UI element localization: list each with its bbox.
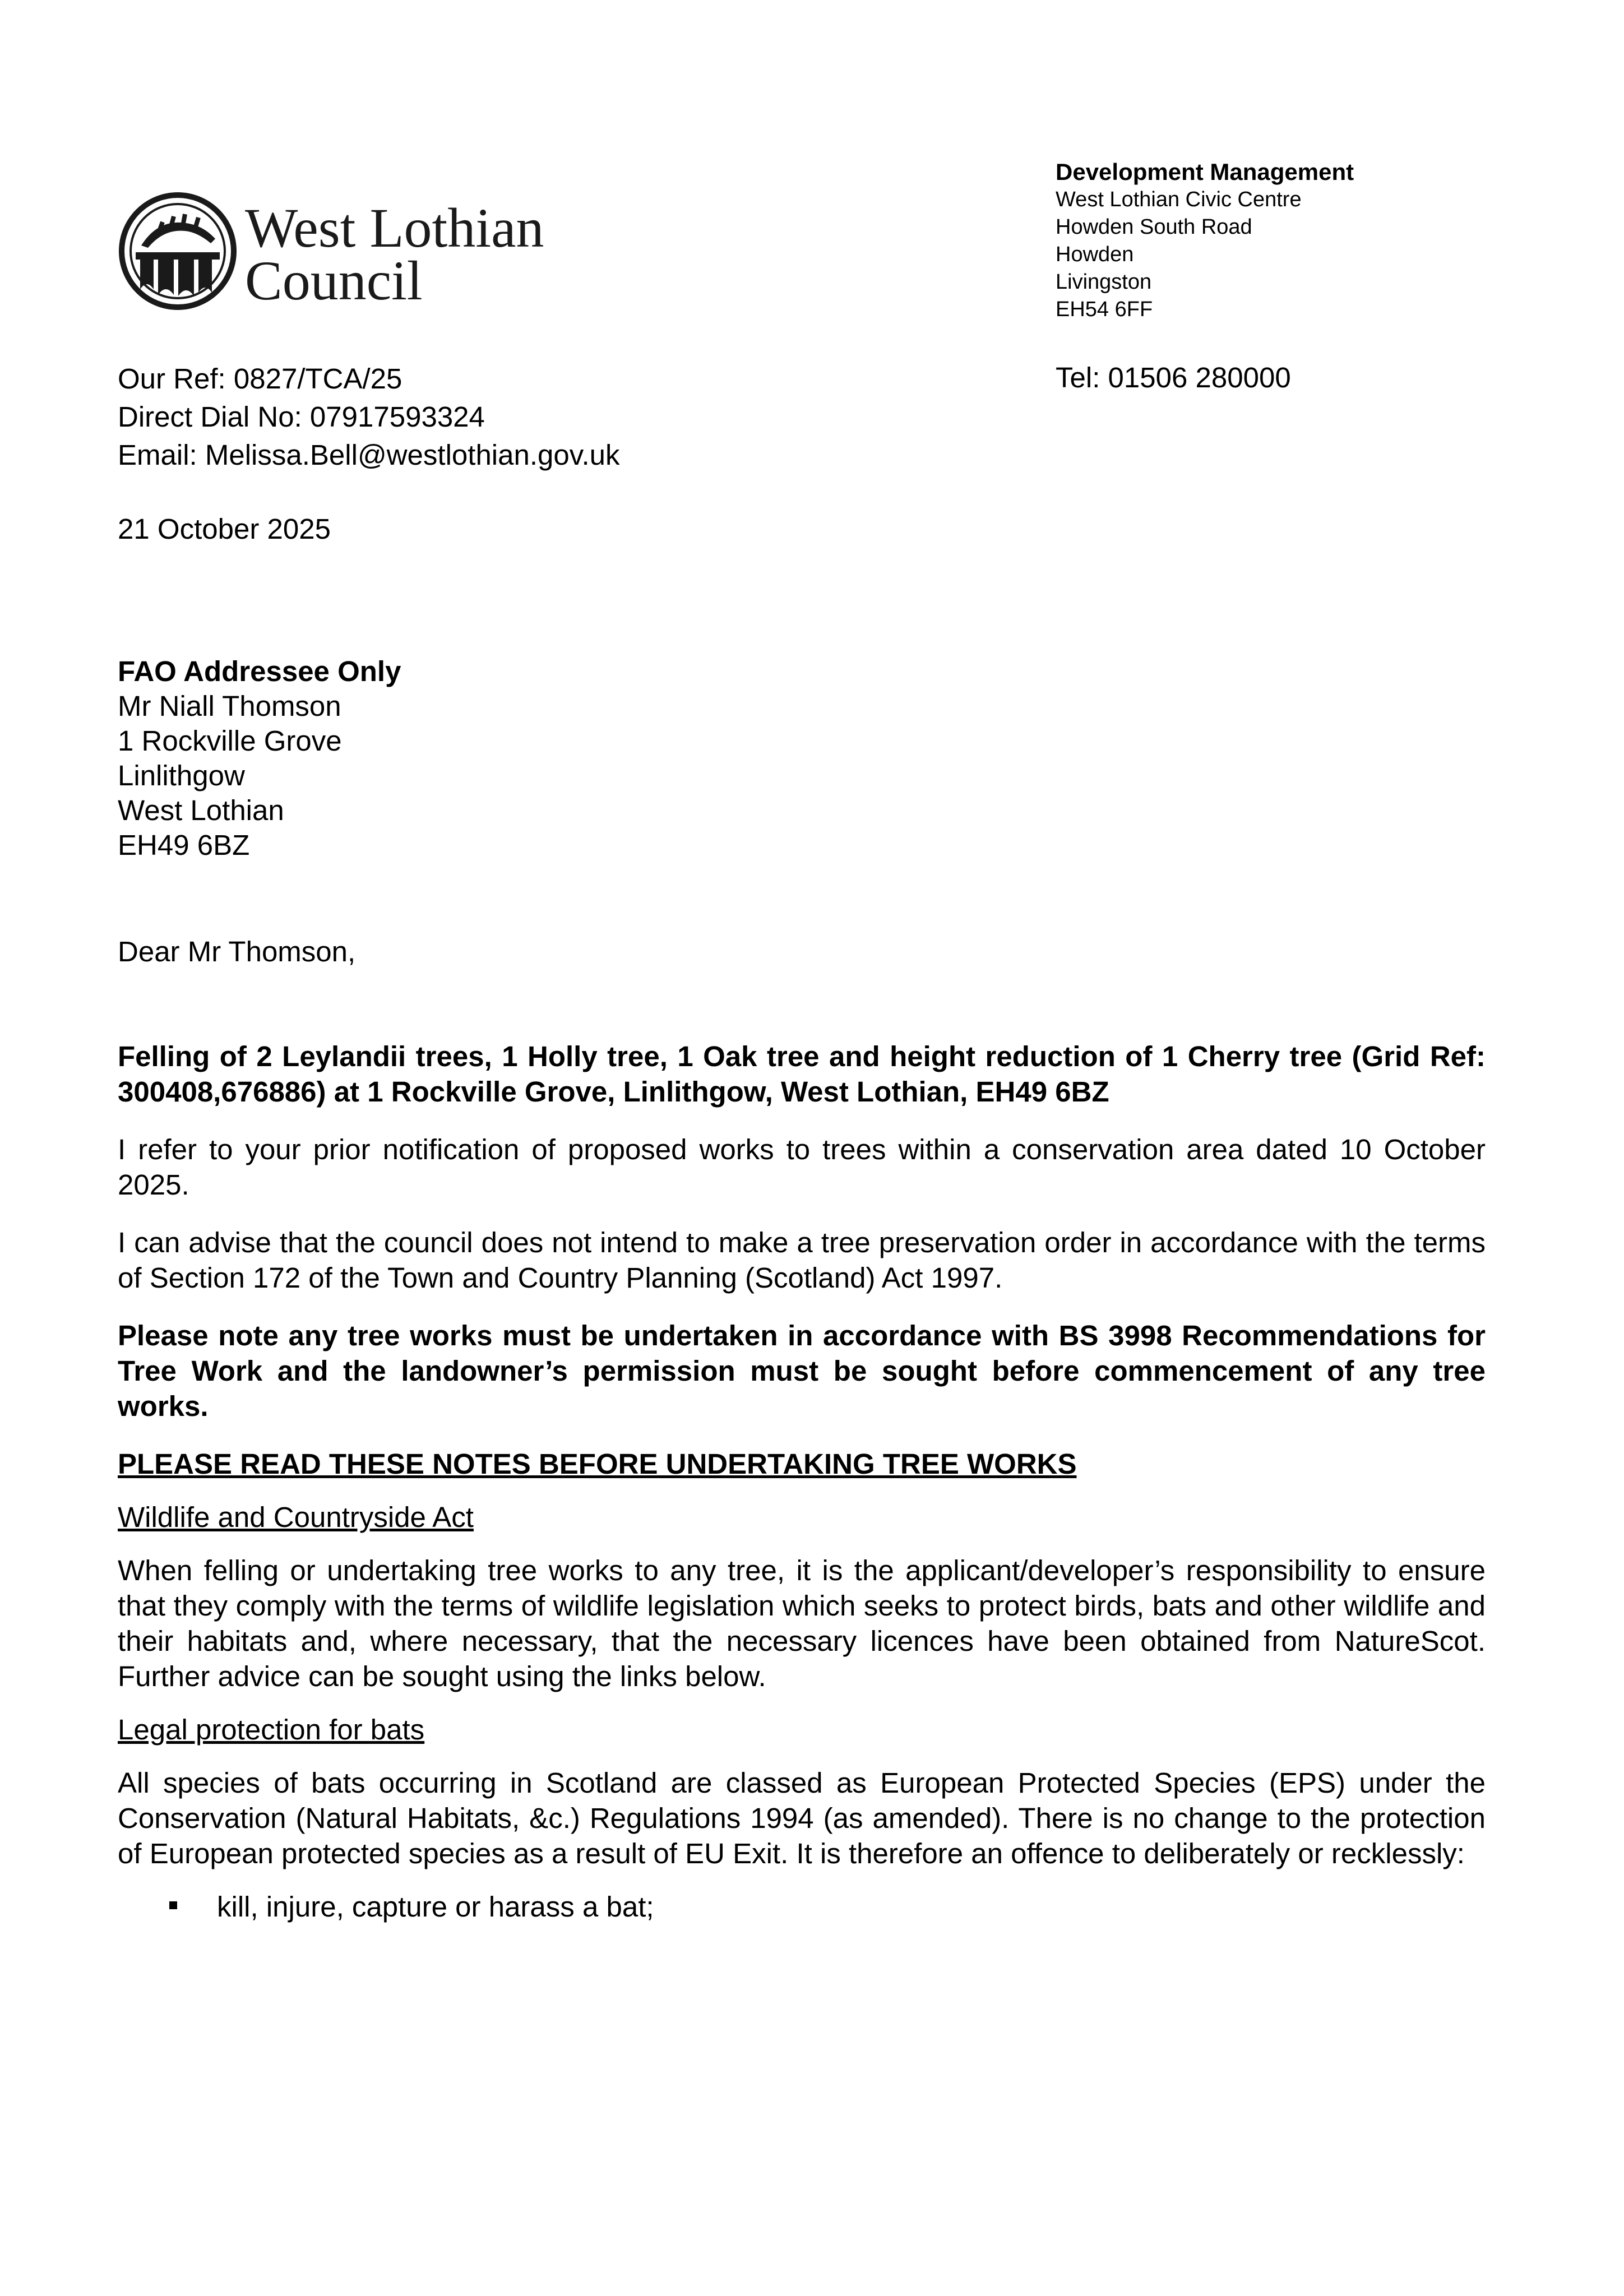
office-address-block	[1056, 158, 1560, 323]
bullet-square-icon	[169, 1901, 177, 1909]
reference-block	[118, 360, 620, 474]
office-address-line: EH54 6FF	[1056, 298, 1153, 321]
office-telephone: Tel: 01506 280000	[1056, 362, 1291, 394]
recipient-line: Mr Niall Thomson	[118, 690, 341, 722]
bullet-text: kill, injure, capture or harass a bat;	[217, 1891, 654, 1923]
council-logo	[119, 189, 567, 313]
paragraph-bs3998-note: Please note any tree works must be undertaken in accordance with BS 3998 Recommendations for Tree Work and the landowner’s permission must be sought before commencement of any tree works.	[118, 1320, 1486, 1422]
salutation: Dear Mr Thomson,	[118, 936, 356, 968]
list-item	[118, 1889, 1486, 1924]
logo-text-line1: West Lothian	[245, 197, 544, 259]
direct-dial: Direct Dial No: 07917593324	[118, 401, 485, 433]
recipient-line: 1 Rockville Grove	[118, 725, 342, 757]
contact-email: Email: Melissa.Bell@westlothian.gov.uk	[118, 439, 620, 471]
wildlife-heading: Wildlife and Countryside Act	[118, 1501, 474, 1533]
our-reference: Our Ref: 0827/TCA/25	[118, 363, 402, 395]
subject-line: Felling of 2 Leylandii trees, 1 Holly tree, 1 Oak tree and height reduction of 1 Cherry tree (Grid Ref: 300408,676886) at 1 Rockville Grove, Linlithgow, West Lothian, EH49 6BZ	[118, 1040, 1486, 1108]
logo-text-line2: Council	[245, 249, 423, 312]
viaduct-emblem-icon	[122, 195, 234, 307]
bats-paragraph: All species of bats occurring in Scotland are classed as European Protected Species (EPS) under the Conservation (Natural Habitats, &c.) Regulations 1994 (as amended). There is no change to the protection of European protected species as a result of EU Exit. It is therefore an offence to deliberately or recklessly:	[118, 1767, 1486, 1869]
fao-line: FAO Addressee Only	[118, 655, 401, 687]
recipient-line: West Lothian	[118, 794, 284, 826]
office-heading: Development Management	[1056, 159, 1354, 185]
office-address-line: Howden South Road	[1056, 215, 1252, 239]
recipient-line: EH49 6BZ	[118, 829, 250, 861]
office-address-line: Howden	[1056, 243, 1134, 266]
office-address-line: Livingston	[1056, 270, 1152, 294]
recipient-line: Linlithgow	[118, 760, 245, 791]
wildlife-paragraph: When felling or undertaking tree works to any tree, it is the applicant/developer’s responsibility to ensure that they comply with the terms of wildlife legislation which seeks to protect birds, bats and other wildlife and their habitats and, where necessary, that the necessary licences have been obtained from NatureScot. Further advice can be sought using the links below.	[118, 1554, 1486, 1692]
letter-body	[118, 1039, 1486, 1924]
office-address-line: West Lothian Civic Centre	[1056, 188, 1302, 211]
paragraph-tpo-decision: I can advise that the council does not intend to make a tree preservation order in accordance with the terms of Section 172 of the Town and Country Planning (Scotland) Act 1997.	[118, 1226, 1486, 1294]
bats-heading: Legal protection for bats	[118, 1714, 425, 1746]
letter-date: 21 October 2025	[118, 513, 331, 545]
notes-heading: PLEASE READ THESE NOTES BEFORE UNDERTAKING TREE WORKS	[118, 1448, 1077, 1480]
recipient-address-block	[118, 654, 401, 863]
paragraph-notification: I refer to your prior notification of proposed works to trees within a conservation area dated 10 October 2025.	[118, 1133, 1486, 1201]
